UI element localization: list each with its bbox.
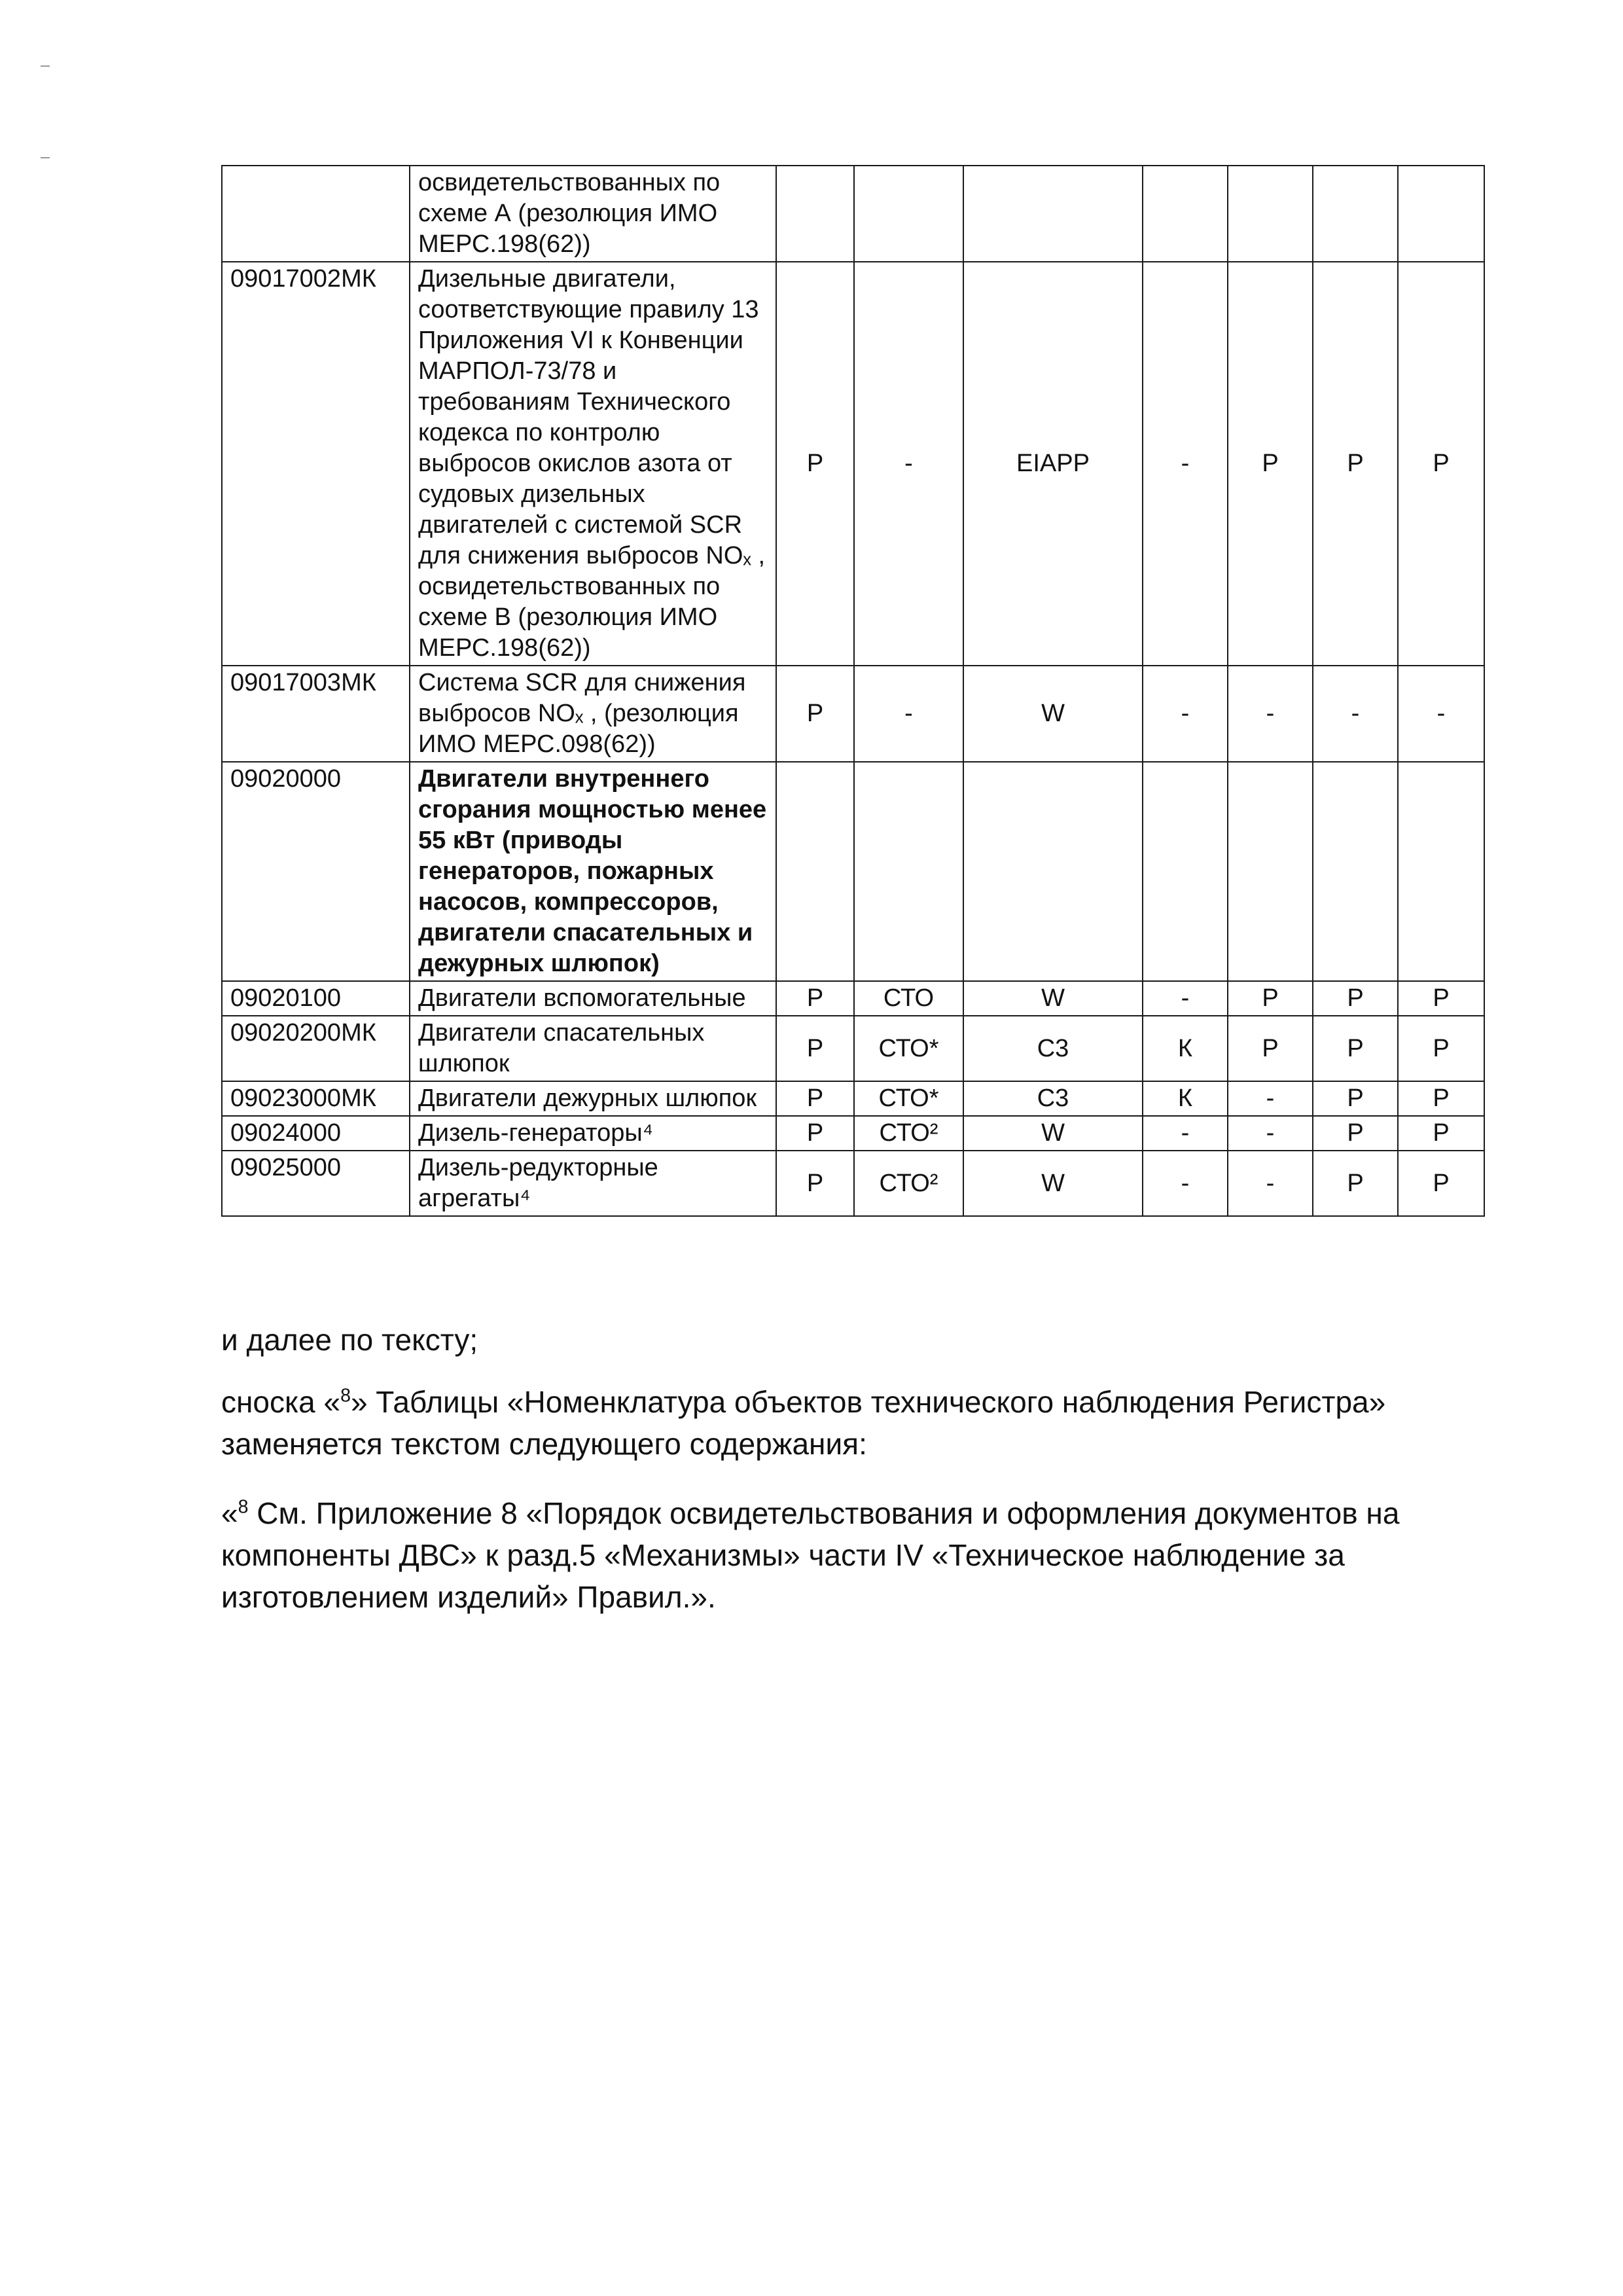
value-cell: Р: [776, 1016, 854, 1081]
table-row: [222, 1116, 1484, 1151]
value-cell: Р: [1228, 1016, 1313, 1081]
value-cell: W: [963, 1151, 1143, 1216]
value-cell: Р: [1398, 262, 1484, 666]
value-cell: Р: [1398, 1151, 1484, 1216]
value-cell: СТО: [854, 981, 963, 1016]
value-cell: -: [1398, 666, 1484, 762]
item-name-cell: Двигатели внутреннего сгорания мощностью менее 55 кВт (приводы генераторов, пожарных насосов, компрессоров, двигатели спасательных и дежурных шлюпок): [410, 762, 776, 981]
value-cell: Р: [776, 1151, 854, 1216]
value-cell: -: [1228, 666, 1313, 762]
value-cell: СТО²: [854, 1151, 963, 1216]
value-cell: [1143, 166, 1228, 262]
value-cell: Р: [1313, 262, 1398, 666]
item-name-cell: освидетельствованных по схеме А (резолюция ИМО МЕРС.198(62)): [410, 166, 776, 262]
value-cell: Р: [776, 1081, 854, 1116]
value-cell: [776, 166, 854, 262]
value-cell: СТО*: [854, 1081, 963, 1116]
paragraph-body: См. Приложение 8 «Порядок освидетельствования и оформления документов на компоненты ДВС» к разд.5 «Механизмы» части IV «Техническое наблюдение за изготовлением изделий» Правил.».: [221, 1496, 1400, 1614]
item-code-cell: [222, 166, 410, 262]
value-cell: EIAPP: [963, 262, 1143, 666]
value-cell: С3: [963, 1081, 1143, 1116]
item-name-cell: Двигатели вспомогательные: [410, 981, 776, 1016]
table-row: [222, 1081, 1484, 1116]
value-cell: -: [1228, 1081, 1313, 1116]
value-cell: -: [1143, 1116, 1228, 1151]
item-name-cell: Дизель-редукторные агрегаты⁴: [410, 1151, 776, 1216]
value-cell: СТО*: [854, 1016, 963, 1081]
value-cell: СТО²: [854, 1116, 963, 1151]
scan-edge-mark-top: [41, 65, 50, 67]
value-cell: [1313, 762, 1398, 981]
value-cell: Р: [1313, 1116, 1398, 1151]
value-cell: [1398, 762, 1484, 981]
value-cell: Р: [1313, 981, 1398, 1016]
value-cell: [1398, 166, 1484, 262]
value-cell: [1143, 762, 1228, 981]
table-row: [222, 262, 1484, 666]
item-name-cell: Система SCR для снижения выбросов NOₓ , (резолюция ИМО МЕРС.098(62)): [410, 666, 776, 762]
value-cell: W: [963, 981, 1143, 1016]
footnote-replacement-paragraph: [221, 1381, 1491, 1465]
item-code-cell: 09017003МК: [222, 666, 410, 762]
value-cell: -: [1143, 1151, 1228, 1216]
value-cell: Р: [776, 1116, 854, 1151]
item-name-cell: Дизельные двигатели, соответствующие правилу 13 Приложения VI к Конвенции МАРПОЛ-73/78 и требованиям Технического кодекса по контролю выбросов окислов азота от судовых дизельных двигателей с системой SCR для снижения выбросов NOₓ , освидетельствованных по схеме В (резолюция ИМО МЕРС.198(62)): [410, 262, 776, 666]
value-cell: Р: [1228, 262, 1313, 666]
item-code-cell: 09017002МК: [222, 262, 410, 666]
after-table-text: и далее по тексту;: [221, 1323, 478, 1357]
value-cell: W: [963, 666, 1143, 762]
value-cell: W: [963, 1116, 1143, 1151]
value-cell: Р: [1313, 1016, 1398, 1081]
paragraph-lead: «: [221, 1496, 238, 1530]
item-code-cell: 09020100: [222, 981, 410, 1016]
table-row: [222, 666, 1484, 762]
value-cell: [854, 166, 963, 262]
item-name-cell: Дизель-генераторы⁴: [410, 1116, 776, 1151]
paragraph-lead: сноска «: [221, 1385, 341, 1419]
value-cell: -: [1228, 1151, 1313, 1216]
table-body: [222, 166, 1484, 1216]
item-code-cell: 09024000: [222, 1116, 410, 1151]
value-cell: -: [1143, 262, 1228, 666]
value-cell: Р: [1398, 1081, 1484, 1116]
footnote-marker: 8: [340, 1385, 351, 1407]
value-cell: Р: [776, 666, 854, 762]
table-row: [222, 1151, 1484, 1216]
value-cell: [854, 762, 963, 981]
item-code-cell: 09023000МК: [222, 1081, 410, 1116]
value-cell: К: [1143, 1016, 1228, 1081]
value-cell: Р: [1228, 981, 1313, 1016]
value-cell: [776, 762, 854, 981]
table-row: [222, 1016, 1484, 1081]
value-cell: Р: [1313, 1151, 1398, 1216]
value-cell: Р: [776, 262, 854, 666]
value-cell: -: [1228, 1116, 1313, 1151]
value-cell: [963, 762, 1143, 981]
scan-edge-mark-bottom: [41, 157, 50, 158]
value-cell: [1228, 762, 1313, 981]
value-cell: К: [1143, 1081, 1228, 1116]
item-code-cell: 09025000: [222, 1151, 410, 1216]
value-cell: [1313, 166, 1398, 262]
nomenclature-table: [221, 165, 1485, 1217]
value-cell: Р: [1398, 1016, 1484, 1081]
value-cell: -: [854, 666, 963, 762]
value-cell: Р: [776, 981, 854, 1016]
value-cell: Р: [1313, 1081, 1398, 1116]
table-row: [222, 166, 1484, 262]
table-row: [222, 981, 1484, 1016]
item-code-cell: 09020000: [222, 762, 410, 981]
value-cell: -: [854, 262, 963, 666]
value-cell: Р: [1398, 1116, 1484, 1151]
item-code-cell: 09020200МК: [222, 1016, 410, 1081]
value-cell: -: [1143, 981, 1228, 1016]
value-cell: Р: [1398, 981, 1484, 1016]
value-cell: [1228, 166, 1313, 262]
item-name-cell: Двигатели дежурных шлюпок: [410, 1081, 776, 1116]
value-cell: С3: [963, 1016, 1143, 1081]
paragraph-body: » Таблицы «Номенклатура объектов технического наблюдения Регистра» заменяется текстом следующего содержания:: [221, 1385, 1386, 1461]
footnote-text-paragraph: [221, 1492, 1491, 1618]
value-cell: -: [1143, 666, 1228, 762]
table-row: [222, 762, 1484, 981]
value-cell: -: [1313, 666, 1398, 762]
item-name-cell: Двигатели спасательных шлюпок: [410, 1016, 776, 1081]
footnote-marker: 8: [238, 1496, 249, 1518]
value-cell: [963, 166, 1143, 262]
